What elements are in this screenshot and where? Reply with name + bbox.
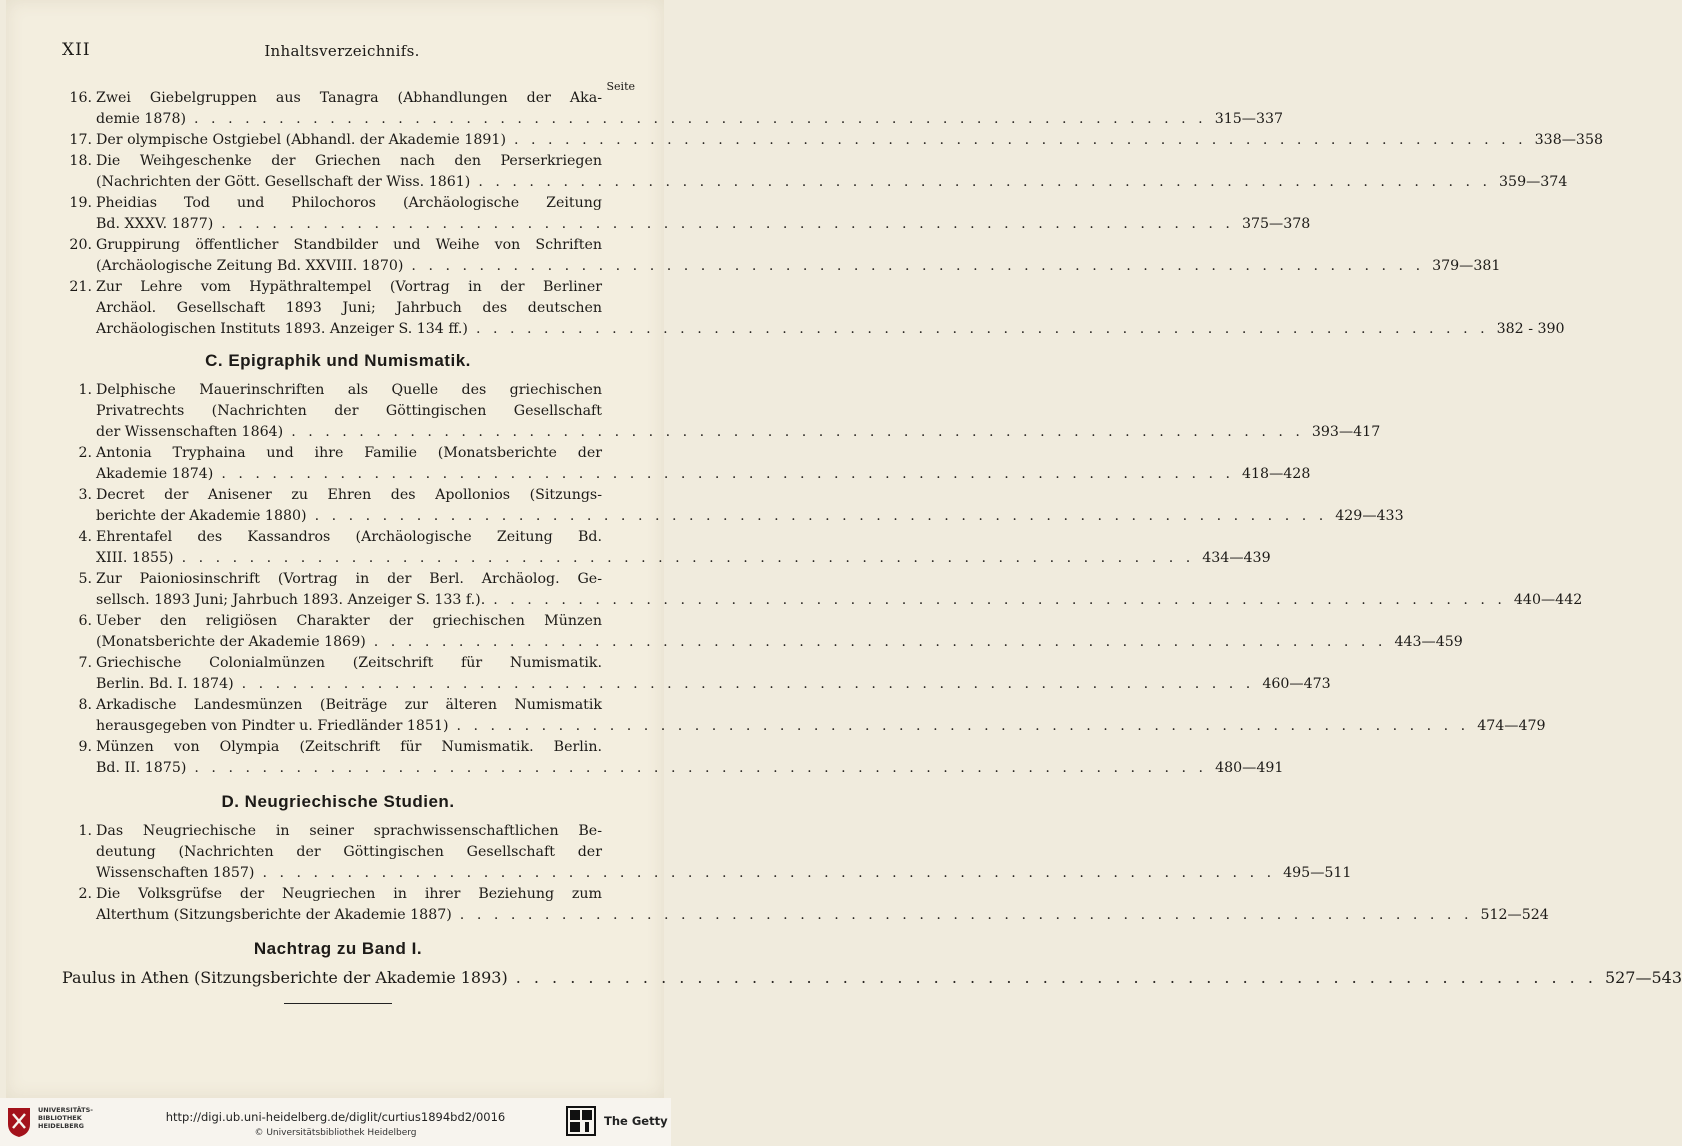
entry-pages: 440—442 xyxy=(1513,592,1583,608)
leader-dots: . . . . . . . . . . . . . . . . . . . . . . . . . . . . . . . . . . . . . . . . . . . . . . . . . . . . . . . . . . . . xyxy=(475,321,1489,337)
leader-dots: . . . . . . . . . . . . . . . . . . . . . . . . . . . . . . . . . . . . . . . . . . . . . . . . . . . . . . . . . . . . xyxy=(221,466,1234,482)
section-heading-c: C. Epigraphik und Numismatik. xyxy=(205,351,471,370)
entry-number: 20. xyxy=(69,237,92,253)
entry-text-line: Zur Paioniosinschrift (Vortrag in der Berl. Archäolog. Ge- xyxy=(96,571,602,587)
leader-dots: . . . . . . . . . . . . . . . . . . . . . . . . . . . . . . . . . . . . . . . . . . . . . . . . . . . . . . . . . . . . xyxy=(513,132,1527,148)
entry-text-line: (Nachrichten der Gött. Gesellschaft der Wiss. 1861) xyxy=(96,174,471,190)
entry-text-line: Ueber den religiösen Charakter der griechischen Münzen xyxy=(96,613,602,629)
entry-text-line: Die Volksgrüfse der Neugriechen in ihrer Beziehung zum xyxy=(96,886,602,902)
toc-entry xyxy=(62,485,1404,527)
entry-text-line: demie 1878) xyxy=(96,111,187,127)
entry-text-line: Pheidias Tod und Philochoros (Archäologische Zeitung xyxy=(96,195,602,211)
entries-section-c xyxy=(62,380,1583,779)
toc-entry xyxy=(62,277,1565,340)
leader-dots: . . . . . . . . . . . . . . . . . . . . . . . . . . . . . . . . . . . . . . . . . . . . . . . . . . . . . . . . . . . . xyxy=(373,634,1387,650)
entry-text-line: Decret der Anisener zu Ehren des Apollonios (Sitzungs- xyxy=(96,487,602,503)
toc-entry xyxy=(62,193,1311,235)
entry-number: 4. xyxy=(78,529,92,545)
running-title: Inhaltsverzeichnifs. xyxy=(264,42,420,60)
running-header xyxy=(62,40,622,64)
leader-dots: . . . . . . . . . . . . . . . . . . . . . . . . . . . . . . . . . . . . . . . . . . . . . . . . . . . . . . . . . . . . xyxy=(411,258,1425,274)
entry-text-line: Ehrentafel des Kassandros (Archäologische Zeitung Bd. xyxy=(96,529,602,545)
entry-text-line: Berlin. Bd. I. 1874) xyxy=(96,676,234,692)
entry-text-line: Griechische Colonialmünzen (Zeitschrift für Numismatik. xyxy=(96,655,602,671)
leader-dots: . . . . . . . . . . . . . . . . . . . . . . . . . . . . . . . . . . . . . . . . . . . . . . . . . . . . . . . . . . . . xyxy=(262,865,1276,881)
page-number: XII xyxy=(62,40,91,60)
entry-text-line: Delphische Mauerinschriften als Quelle des griechischen xyxy=(96,382,602,398)
footer-bar xyxy=(0,1098,671,1146)
leader-dots: . . . . . . . . . . . . . . . . . . . . . . . . . . . . . . . . . . . . . . . . . . . . . . . . . . . . . . . . . . . . xyxy=(241,676,1255,692)
toc-entry xyxy=(62,611,1463,653)
toc-entry xyxy=(62,695,1546,737)
entry-text-line: der Wissenschaften 1864) xyxy=(96,424,284,440)
entry-number: 7. xyxy=(78,655,92,671)
toc-entry xyxy=(62,884,1549,926)
entry-text-line: Das Neugriechische in seiner sprachwissenschaftlichen Be- xyxy=(96,823,602,839)
entry-number: 16. xyxy=(69,90,92,106)
entry-pages: 512—524 xyxy=(1480,907,1549,923)
entry-pages: 429—433 xyxy=(1335,508,1404,524)
entry-pages: 434—439 xyxy=(1202,550,1271,566)
getty-name: The Getty xyxy=(604,1114,668,1128)
source-url-link[interactable]: http://digi.ub.uni-heidelberg.de/diglit/curtius1894bd2/0016 xyxy=(165,1110,506,1124)
entry-text-line: Archäologischen Instituts 1893. Anzeiger S. 134 ff.) xyxy=(96,321,468,337)
closing-rule xyxy=(284,1003,392,1004)
toc-entry xyxy=(62,151,1568,193)
entry-text-line: XIII. 1855) xyxy=(96,550,174,566)
entry-number: 2. xyxy=(78,445,92,461)
entry-text-line: deutung (Nachrichten der Göttingischen Gesellschaft der xyxy=(96,844,602,860)
entry-pages: 382 - 390 xyxy=(1496,321,1565,337)
entry-pages: 418—428 xyxy=(1242,466,1311,482)
entry-text-line: (Archäologische Zeitung Bd. XXVIII. 1870) xyxy=(96,258,404,274)
leader-dots: . . . . . . . . . . . . . . . . . . . . . . . . . . . . . . . . . . . . . . . . . . . . . . . . . . . . . . . . . . . . xyxy=(181,550,1195,566)
entry-pages: 375—378 xyxy=(1241,216,1311,232)
library-name: UNIVERSITÄTS- BIBLIOTHEK HEIDELBERG xyxy=(38,1106,93,1130)
leader-dots: . . . . . . . . . . . . . . . . . . . . . . . . . . . . . . . . . . . . . . . . . . . . . . . . . . . . . . . . . . . . xyxy=(194,111,1207,127)
toc-entry xyxy=(62,130,1604,151)
toc-entry xyxy=(62,527,1271,569)
toc-entry xyxy=(62,821,1352,884)
entry-text-line: herausgegeben von Pindter u. Friedländer 1851) xyxy=(96,718,449,734)
entry-text-line: Die Weihgeschenke der Griechen nach den Perserkriegen xyxy=(96,153,602,169)
entry-number: 1. xyxy=(78,823,92,839)
entry-text-line: Zwei Giebelgruppen aus Tanagra (Abhandlungen der Aka- xyxy=(96,90,602,106)
entry-pages: 460—473 xyxy=(1262,676,1331,692)
leader-dots: . . . . . . . . . . . . . . . . . . . . . . . . . . . . . . . . . . . . . . . . . . . . . . . . . . . . . . . . . . . . xyxy=(456,718,1470,734)
entry-text-line: Wissenschaften 1857) xyxy=(96,865,255,881)
nachtrag-entry xyxy=(62,968,1682,989)
entry-number: 8. xyxy=(78,697,92,713)
entry-text-line: Antonia Tryphaina und ihre Familie (Monatsberichte der xyxy=(96,445,602,461)
entry-number: 5. xyxy=(78,571,92,587)
entry-number: 6. xyxy=(78,613,92,629)
entry-text-line: Privatrechts (Nachrichten der Göttingischen Gesellschaft xyxy=(96,403,602,419)
entry-text-line: Bd. XXXV. 1877) xyxy=(96,216,214,232)
entry-text-line: Arkadische Landesmünzen (Beiträge zur älteren Numismatik xyxy=(96,697,602,713)
leader-dots: . . . . . . . . . . . . . . . . . . . . . . . . . . . . . . . . . . . . . . . . . . . . . . . . . . . . . . . . . . . . xyxy=(515,968,1597,987)
entry-pages: 359—374 xyxy=(1499,174,1568,190)
toc-entry xyxy=(62,380,1381,443)
entry-pages: 474—479 xyxy=(1477,718,1546,734)
entry-pages: 315—337 xyxy=(1214,111,1284,127)
entry-number: 2. xyxy=(78,886,92,902)
leader-dots: . . . . . . . . . . . . . . . . . . . . . . . . . . . . . . . . . . . . . . . . . . . . . . . . . . . . . . . . . . . . xyxy=(291,424,1304,440)
nachtrag-text: Paulus in Athen (Sitzungsberichte der Akademie 1893) xyxy=(62,968,508,987)
toc-entry xyxy=(62,737,1284,779)
entries-section-d xyxy=(62,821,1549,926)
toc-entry xyxy=(62,443,1311,485)
toc-entry xyxy=(62,653,1331,695)
entry-text-line: Zur Lehre vom Hypäthraltempel (Vortrag in der Berliner xyxy=(96,279,602,295)
entry-text-line: berichte der Akademie 1880) xyxy=(96,508,307,524)
getty-logo-icon xyxy=(566,1106,596,1136)
leader-dots: . . . . . . . . . . . . . . . . . . . . . . . . . . . . . . . . . . . . . . . . . . . . . . . . . . . . . . . . . . . . xyxy=(194,760,1208,776)
entry-text-line: Der olympische Ostgiebel (Abhandl. der Akademie 1891) xyxy=(96,132,506,148)
section-heading-d: D. Neugriechische Studien. xyxy=(221,792,455,811)
entry-pages: 393—417 xyxy=(1311,424,1381,440)
copyright-text: © Universitätsbibliothek Heidelberg xyxy=(254,1128,417,1138)
entry-text-line: Münzen von Olympia (Zeitschrift für Numismatik. Berlin. xyxy=(96,739,602,755)
entry-text-line: Alterthum (Sitzungsberichte der Akademie 1887) xyxy=(96,907,452,923)
entry-pages: 480—491 xyxy=(1215,760,1284,776)
entry-number: 18. xyxy=(69,153,92,169)
entry-pages: 338—358 xyxy=(1534,132,1604,148)
table-of-contents xyxy=(62,88,1682,989)
entry-pages: 443—459 xyxy=(1394,634,1463,650)
entry-number: 17. xyxy=(69,132,92,148)
entry-number: 21. xyxy=(69,279,92,295)
seite-label: Seite xyxy=(606,80,635,93)
nachtrag-pages: 527—543 xyxy=(1604,968,1682,987)
entry-text-line: Bd. II. 1875) xyxy=(96,760,187,776)
entry-number: 9. xyxy=(78,739,92,755)
entry-text-line: sellsch. 1893 Juni; Jahrbuch 1893. Anzeiger S. 133 f.). xyxy=(96,592,486,608)
leader-dots: . . . . . . . . . . . . . . . . . . . . . . . . . . . . . . . . . . . . . . . . . . . . . . . . . . . . . . . . . . . . xyxy=(221,216,1234,232)
entry-text-line: Gruppirung öffentlicher Standbilder und Weihe von Schriften xyxy=(96,237,602,253)
toc-entry xyxy=(62,569,1583,611)
leader-dots: . . . . . . . . . . . . . . . . . . . . . . . . . . . . . . . . . . . . . . . . . . . . . . . . . . . . . . . . . . . . xyxy=(493,592,1506,608)
entry-pages: 379—381 xyxy=(1432,258,1501,274)
entry-text-line: (Monatsberichte der Akademie 1869) xyxy=(96,634,366,650)
entry-pages: 495—511 xyxy=(1283,865,1352,881)
leader-dots: . . . . . . . . . . . . . . . . . . . . . . . . . . . . . . . . . . . . . . . . . . . . . . . . . . . . . . . . . . . . xyxy=(314,508,1328,524)
entry-number: 3. xyxy=(78,487,92,503)
entry-number: 1. xyxy=(78,382,92,398)
entry-text-line: Akademie 1874) xyxy=(96,466,214,482)
toc-entry xyxy=(62,88,1284,130)
leader-dots: . . . . . . . . . . . . . . . . . . . . . . . . . . . . . . . . . . . . . . . . . . . . . . . . . . . . . . . . . . . . xyxy=(478,174,1492,190)
leader-dots: . . . . . . . . . . . . . . . . . . . . . . . . . . . . . . . . . . . . . . . . . . . . . . . . . . . . . . . . . . . . xyxy=(459,907,1473,923)
toc-entry xyxy=(62,235,1501,277)
entries-top xyxy=(62,88,1604,340)
section-heading-nachtrag: Nachtrag zu Band I. xyxy=(253,939,423,958)
entry-number: 19. xyxy=(69,195,92,211)
entry-text-line: Archäol. Gesellschaft 1893 Juni; Jahrbuch des deutschen xyxy=(96,300,602,316)
